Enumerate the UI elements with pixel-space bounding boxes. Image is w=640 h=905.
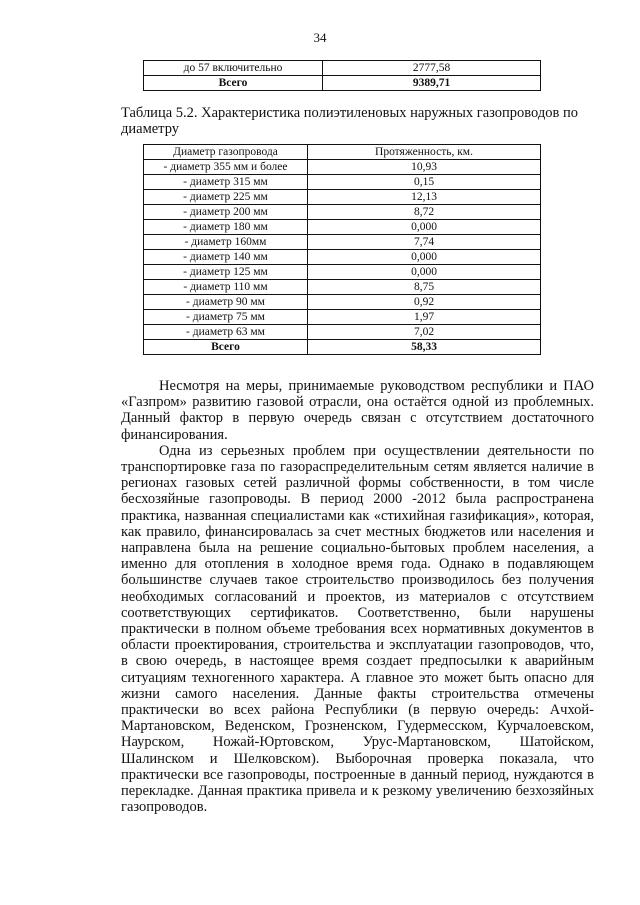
table-total-row (144, 340, 541, 355)
table-row (144, 160, 541, 175)
table-cell-length: 0,000 (308, 250, 541, 265)
table-cell-length: 12,13 (308, 190, 541, 205)
table-cell-diameter: - диаметр 63 мм (144, 325, 308, 340)
table-cell-diameter: - диаметр 90 мм (144, 295, 308, 310)
table-caption: Таблица 5.2. Характеристика полиэтиленовых наружных газопроводов по диаметру (121, 105, 578, 137)
table-cell-diameter: - диаметр 200 мм (144, 205, 308, 220)
table-cell-length: 0,92 (308, 295, 541, 310)
table-row (144, 61, 541, 76)
table-total-label: Всего (144, 340, 308, 355)
volume-table (143, 60, 541, 91)
table-row (144, 295, 541, 310)
table-row (144, 220, 541, 235)
table-header-row (144, 145, 541, 160)
table-row (144, 205, 541, 220)
table-cell-label: до 57 включительно (144, 61, 323, 76)
table-cell-diameter: - диаметр 180 мм (144, 220, 308, 235)
table-row (144, 280, 541, 295)
table-cell-diameter: - диаметр 225 мм (144, 190, 308, 205)
table-cell-length: 1,97 (308, 310, 541, 325)
table-row (144, 175, 541, 190)
table-cell-length: 10,93 (308, 160, 541, 175)
table-cell-length: 0,15 (308, 175, 541, 190)
table-cell-value: 2777,58 (323, 61, 541, 76)
column-header-length: Протяженность, км. (308, 145, 541, 160)
table-cell-diameter: - диаметр 140 мм (144, 250, 308, 265)
table-cell-diameter: - диаметр 125 мм (144, 265, 308, 280)
body-text (121, 378, 594, 815)
page-number: 34 (313, 30, 327, 45)
table-cell-length: 7,02 (308, 325, 541, 340)
table-total-row (144, 76, 541, 91)
table-cell-diameter: - диаметр 355 мм и более (144, 160, 308, 175)
table-row (144, 265, 541, 280)
table-cell-length: 7,74 (308, 235, 541, 250)
table-cell-diameter: - диаметр 75 мм (144, 310, 308, 325)
table-cell-length: 0,000 (308, 220, 541, 235)
table-total-value: 9389,71 (323, 76, 541, 91)
table-row (144, 190, 541, 205)
column-header-diameter: Диаметр газопровода (144, 145, 308, 160)
table-total-label: Всего (144, 76, 323, 91)
table-cell-diameter: - диаметр 315 мм (144, 175, 308, 190)
table-cell-diameter: - диаметр 110 мм (144, 280, 308, 295)
table-row (144, 250, 541, 265)
paragraph: Несмотря на меры, принимаемые руководством республики и ПАО «Газпром» развитию газовой отрасли, она остаётся одной из проблемных. Данный фактор в первую очередь связан с отсутствием достаточного финансирования. (121, 378, 594, 443)
table-row (144, 325, 541, 340)
table-total-value: 58,33 (308, 340, 541, 355)
paragraph: Одна из серьезных проблем при осуществлении деятельности по транспортировке газа по газораспределительным сетям является наличие в регионах газовых сетей различной формы собственности, в том числе бесхозяйные газопроводы. В период 2000 -2012 была распространена практика, названная специалистами как «стихийная газификация», которая, как правило, финансировалась за счет местных бюджетов или населения и направлена была на решение социально-бытовых проблем населения, а именно для отопления в холодное время года. Однако в подавляющем большинстве случаев такое строительство производилось без получения необходимых согласований и проектов, из материалов с отсутствием соответствующих сертификатов. Соответственно, были нарушены практически в полном объеме требования всех нормативных документов в области проектирования, строительства и эксплуатации газопроводов, что, в свою очередь, в настоящее время создает предпосылки к аварийным ситуациям техногенного характера. А главное это может быть опасно для жизни самого населения. Данные факты строительства отмечены практически во всех района Республики (в первую очередь: Ачхой-Мартановском, Веденском, Грозненском, Гудермесском, Курчалоевском, Наурском, Ножай-Юртовском, Урус-Мартановском, Шатойском, Шалинском и Шелковском). Выборочная проверка показала, что практически все газопроводы, построенные в данный период, нуждаются в перекладке. Данная практика привела и к резкому увеличению безхозяйных газопроводов. (121, 442, 594, 816)
table-cell-length: 0,000 (308, 265, 541, 280)
table-cell-diameter: - диаметр 160мм (144, 235, 308, 250)
diameter-table (143, 144, 541, 355)
table-row (144, 310, 541, 325)
table-row (144, 235, 541, 250)
table-cell-length: 8,72 (308, 205, 541, 220)
table-cell-length: 8,75 (308, 280, 541, 295)
